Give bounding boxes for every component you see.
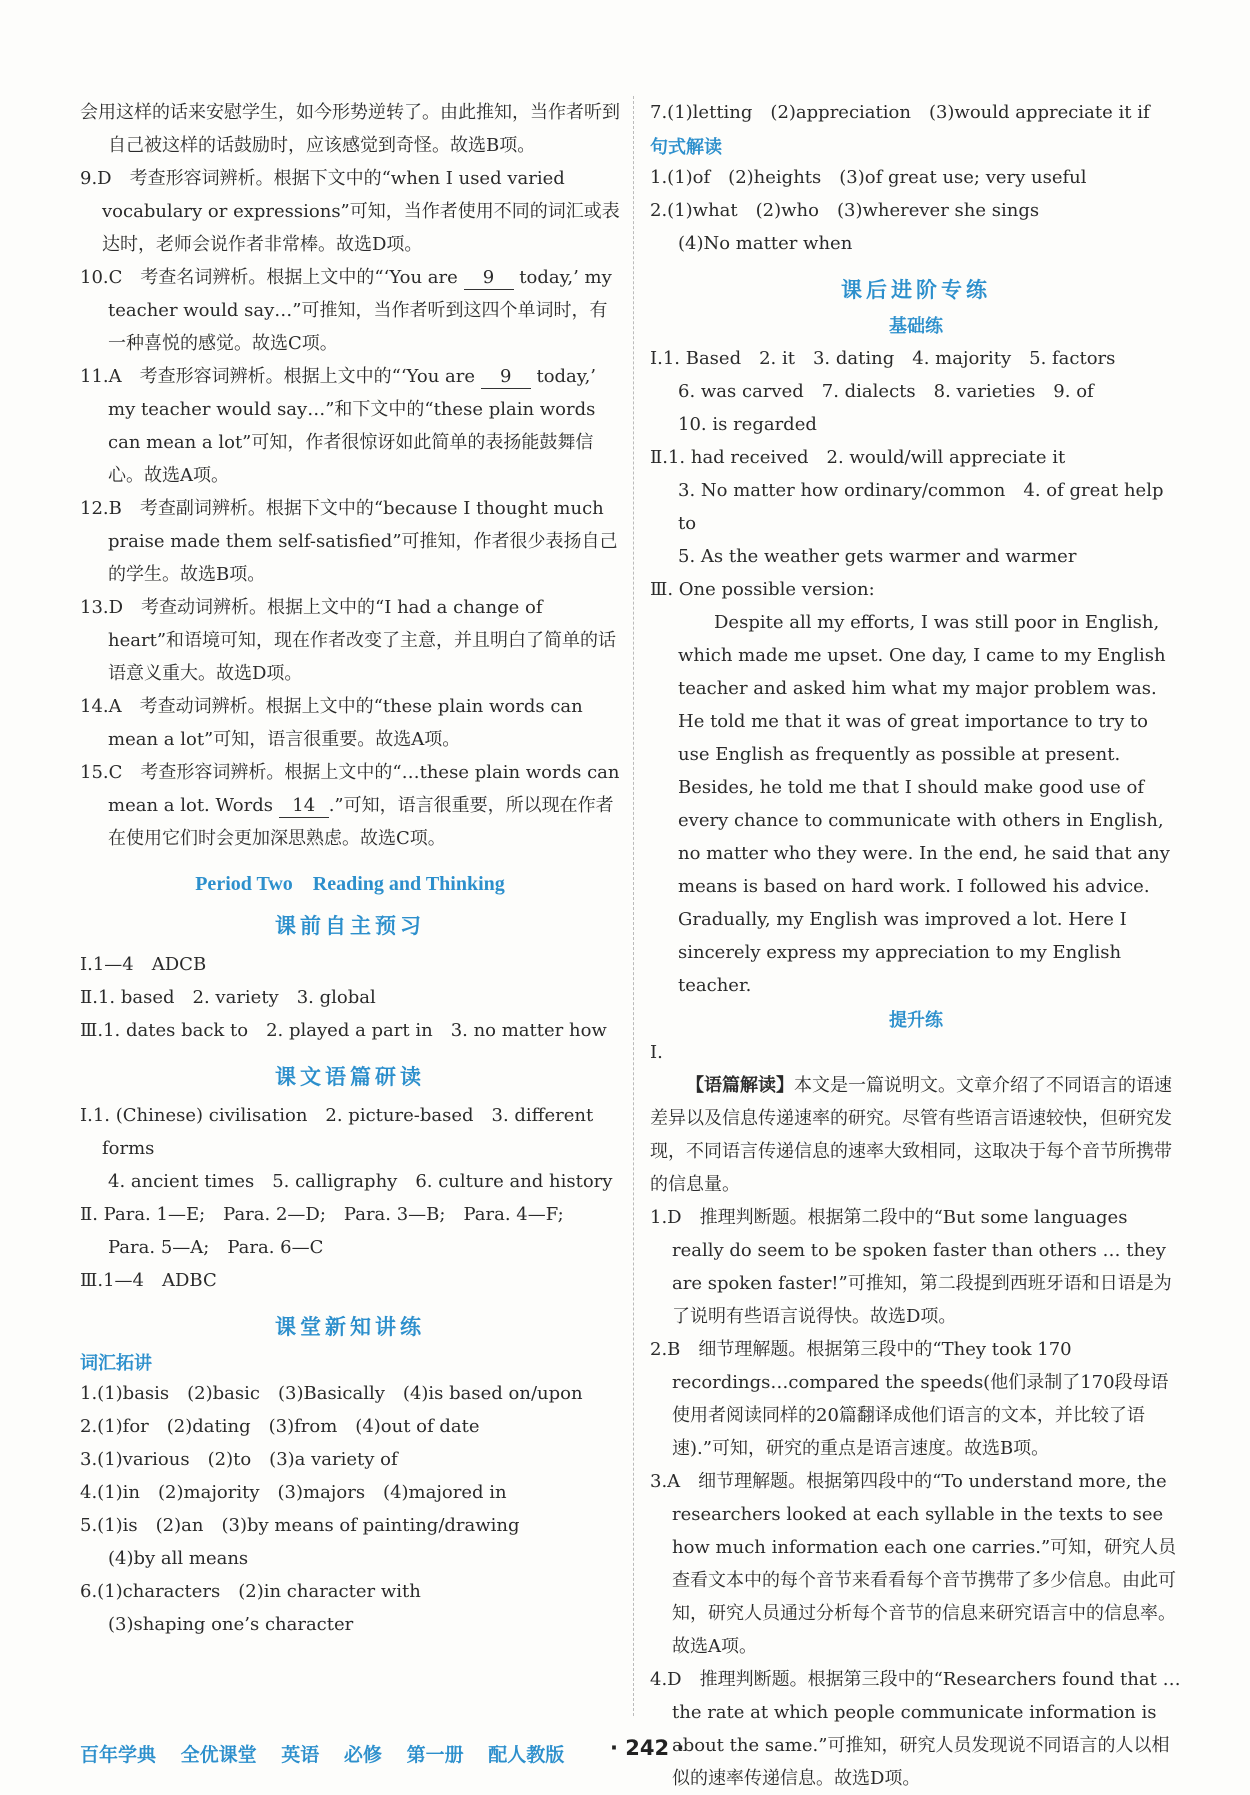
vocab-line: 5.(1)is (2)an (3)by means of painting/drawing (80, 1515, 520, 1536)
passage-note-label: 【语篇解读】 (686, 1075, 794, 1096)
basic-line: Ⅰ.1. Based 2. it 3. dating 4. majority 5. factors (650, 348, 1116, 369)
vocab-title: 词汇拓讲 (80, 1353, 152, 1374)
right-column (650, 96, 1182, 1795)
preview-line: Ⅲ.1. dates back to 2. played a part in 3. no matter how (80, 1020, 607, 1041)
sentence-title: 句式解读 (650, 137, 722, 158)
passage-note: 【语篇解读】本文是一篇说明文。文章介绍了不同语言的语速差异以及信息传递速率的研究。尽管有些语言语速较快，但研究发现，不同语言传递信息的速率大致相同，这取决于每个音节所携带的信息量。 (650, 1075, 1172, 1195)
section-title-after: 课后进阶专练 (841, 278, 991, 302)
sentence-line: 1.(1)of (2)heights (3)of great use; very useful (650, 167, 1087, 188)
answer-9: 9.D 考查形容词辨析。根据下文中的“when I used varied vocabulary or expressions”可知，当作者使用不同的词汇或表达时，老师会说作者非常棒。故选D项。 (80, 168, 620, 255)
reading-line: Ⅱ. Para. 1—E; Para. 2—D; Para. 3—B; Para. 4—F; (80, 1204, 564, 1225)
answer-1: 1.D 推理判断题。根据第二段中的“But some languages really do seem to be spoken faster than others … they are spoken faster!”可推知，第二段提到西班牙语和日语是为了说明有些语言说得快。故选D项。 (650, 1207, 1172, 1327)
preview-line: Ⅰ.1—4 ADCB (80, 954, 207, 975)
answer-2: 2.B 细节理解题。根据第三段中的“They took 170 recordings…compared the speeds(他们录制了170段母语使用者阅读同样的20篇翻译成他们语言的文本，并比较了语速).”可知，研究的重点是语言速度。故选B项。 (650, 1339, 1169, 1459)
answer-10: 10.C 考查名词辨析。根据上文中的“‘You are 9 today,’ my teacher would say…”可推知，当作者听到这四个单词时，有一种喜悦的感觉。故选C项。 (80, 267, 612, 354)
section-title-preview: 课前自主预习 (275, 914, 425, 938)
preview-line: Ⅱ.1. based 2. variety 3. global (80, 987, 376, 1008)
vocab-line: 4.(1)in (2)majority (3)majors (4)majored in (80, 1482, 507, 1503)
period-title: Period Two Reading and Thinking (195, 873, 505, 895)
basic-title: 基础练 (889, 316, 943, 337)
advanced-roman: Ⅰ. (650, 1042, 663, 1063)
sentence-line: (4)No matter when (678, 233, 853, 254)
answer-13: 13.D 考查动词辨析。根据上文中的“I had a change of heart”和语境可知，现在作者改变了主意，并且明白了简单的话语意义重大。故选D项。 (80, 597, 617, 684)
footer-item: 英语 (281, 1744, 320, 1766)
column-divider (633, 96, 634, 1716)
section-title-class: 课堂新知讲练 (275, 1315, 425, 1339)
reading-line: Ⅲ.1—4 ADBC (80, 1270, 217, 1291)
basic-line: 6. was carved 7. dialects 8. varieties 9. of (678, 381, 1094, 402)
footer-item: 百年学典 (80, 1744, 157, 1766)
reading-line: Para. 5—A; Para. 6—C (108, 1237, 324, 1258)
blank-9: 9 (481, 366, 531, 389)
answer-14: 14.A 考查动词辨析。根据上文中的“these plain words can mean a lot”可知，语言很重要。故选A项。 (80, 696, 583, 750)
vocab-line: 7.(1)letting (2)appreciation (3)would appreciate it if (650, 102, 1150, 123)
vocab-line: (4)by all means (108, 1548, 249, 1569)
blank-9: 9 (464, 267, 514, 290)
footer-item: 第一册 (406, 1744, 464, 1766)
answer-15: 15.C 考查形容词辨析。根据上文中的“…these plain words can mean a lot. Words 14 .”可知，语言很重要，所以现在作者在使用它们时会更加深思熟虑。故选C项。 (80, 762, 620, 849)
basic-line: 5. As the weather gets warmer and warmer (678, 546, 1077, 567)
vocab-line: (3)shaping one’s character (108, 1614, 354, 1635)
page-number: · 242 · (610, 1736, 685, 1760)
answer-12: 12.B 考查副词辨析。根据下文中的“because I thought much praise made them self-satisfied”可推知，作者很少表扬自己的学生。故选B项。 (80, 498, 618, 585)
vocab-line: 2.(1)for (2)dating (3)from (4)out of date (80, 1416, 480, 1437)
reading-line: 4. ancient times 5. calligraphy 6. culture and history (108, 1171, 613, 1192)
basic-line: Ⅱ.1. had received 2. would/will appreciate it (650, 447, 1066, 468)
footer-item: 全优课堂 (180, 1744, 257, 1766)
essay-text: Despite all my efforts, I was still poor in English, which made me upset. One day, I came to my English teacher and asked him what my major problem was. He told me that it was of great importance to try to use English as frequently as possible at present. Besides, he told me that I should make good use of every chance to communicate with others in English, no matter who they were. In the end, he said that any means is based on hard work. I followed his advice. Gradually, my English was improved a lot. Here I sincerely express my appreciation to my English teacher. (678, 612, 1170, 996)
vocab-line: 6.(1)characters (2)in character with (80, 1581, 421, 1602)
vocab-line: 1.(1)basis (2)basic (3)Basically (4)is based on/upon (80, 1383, 583, 1404)
left-column (80, 96, 620, 1641)
section-title-reading: 课文语篇研读 (275, 1065, 425, 1089)
blank-14: 14 (279, 795, 329, 818)
basic-line: Ⅲ. One possible version: (650, 579, 875, 600)
sentence-line: 2.(1)what (2)who (3)wherever she sings (650, 200, 1040, 221)
answer-3: 3.A 细节理解题。根据第四段中的“To understand more, the researchers looked at each syllable in the texts to see how much information each one carries.”可知，研究人员查看文本中的每个音节来看看每个音节携带了多少信息。由此可知，研究人员通过分析每个音节的信息来研究语言中的信息率。故选A项。 (650, 1471, 1177, 1657)
reading-line: Ⅰ.1. (Chinese) civilisation 2. picture-based 3. different forms (80, 1105, 594, 1159)
answer-11: 11.A 考查形容词辨析。根据上文中的“‘You are 9 today,’ my teacher would say…”和下文中的“these plain words can mean a lot”可知，作者很惊讶如此简单的表扬能鼓舞信心。故选A项。 (80, 366, 597, 486)
basic-line: 3. No matter how ordinary/common 4. of great help to (678, 480, 1164, 534)
answer-8-continued: 会用这样的话来安慰学生，如今形势逆转了。由此推知，当作者听到自己被这样的话鼓励时，应该感觉到奇怪。故选B项。 (80, 102, 620, 156)
vocab-line: 3.(1)various (2)to (3)a variety of (80, 1449, 398, 1470)
advanced-title: 提升练 (889, 1010, 943, 1031)
answer-4: 4.D 推理判断题。根据第三段中的“Researchers found that … the rate at which people communicate information is about the same.”可推知，研究人员发现说不同语言的人以相似的速率传递信息。故选D项。 (650, 1669, 1181, 1789)
footer-item: 必修 (343, 1744, 382, 1766)
basic-line: 10. is regarded (678, 414, 817, 435)
footer-book-info (80, 1740, 582, 1767)
footer-item: 配人教版 (488, 1744, 565, 1766)
